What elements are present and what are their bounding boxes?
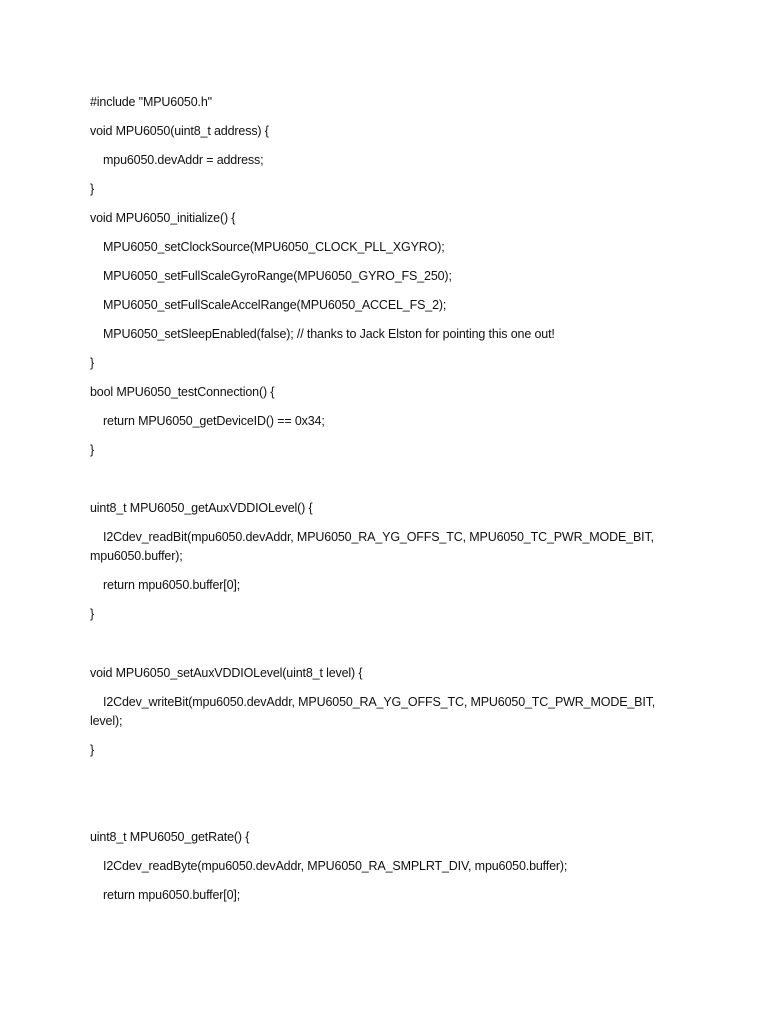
code-line-close-brace: } <box>90 182 95 196</box>
code-line-get-rate-signature: uint8_t MPU6050_getRate() { <box>90 830 250 844</box>
code-line-set-devaddr: mpu6050.devAddr = address; <box>103 153 264 167</box>
code-line-read-byte-call: I2Cdev_readByte(mpu6050.devAddr, MPU6050_RA_SMPLRT_DIV, mpu6050.buffer); <box>103 859 568 873</box>
code-line-close-brace: } <box>90 607 95 621</box>
code-line-set-clock-source: MPU6050_setClockSource(MPU6050_CLOCK_PLL_XGYRO); <box>103 240 445 254</box>
code-line-write-bit-call: I2Cdev_writeBit(mpu6050.devAddr, MPU6050_RA_YG_OFFS_TC, MPU6050_TC_PWR_MODE_BIT, level); <box>90 695 656 728</box>
code-line-return-buffer: return mpu6050.buffer[0]; <box>103 578 241 592</box>
code-line-close-brace: } <box>90 743 95 757</box>
code-line-close-brace: } <box>90 356 95 370</box>
code-line-test-connection-signature: bool MPU6050_testConnection() { <box>90 385 275 399</box>
code-line-constructor-signature: void MPU6050(uint8_t address) { <box>90 124 269 138</box>
code-line-return-device-id: return MPU6050_getDeviceID() == 0x34; <box>103 414 325 428</box>
code-line-get-aux-vddio-signature: uint8_t MPU6050_getAuxVDDIOLevel() { <box>90 501 313 515</box>
code-line-set-aux-vddio-signature: void MPU6050_setAuxVDDIOLevel(uint8_t level) { <box>90 666 363 680</box>
code-line-set-sleep-enabled: MPU6050_setSleepEnabled(false); // thanks to Jack Elston for pointing this one out! <box>103 327 555 341</box>
code-line-set-accel-range: MPU6050_setFullScaleAccelRange(MPU6050_ACCEL_FS_2); <box>103 298 447 312</box>
code-line-include: #include "MPU6050.h" <box>90 95 212 109</box>
code-line-close-brace: } <box>90 443 95 457</box>
code-line-initialize-signature: void MPU6050_initialize() { <box>90 211 236 225</box>
code-line-return-buffer: return mpu6050.buffer[0]; <box>103 888 241 902</box>
code-line-read-bit-call: I2Cdev_readBit(mpu6050.devAddr, MPU6050_RA_YG_OFFS_TC, MPU6050_TC_PWR_MODE_BIT, mpu6050.buffer); <box>90 530 654 563</box>
code-line-set-gyro-range: MPU6050_setFullScaleGyroRange(MPU6050_GYRO_FS_250); <box>103 269 452 283</box>
